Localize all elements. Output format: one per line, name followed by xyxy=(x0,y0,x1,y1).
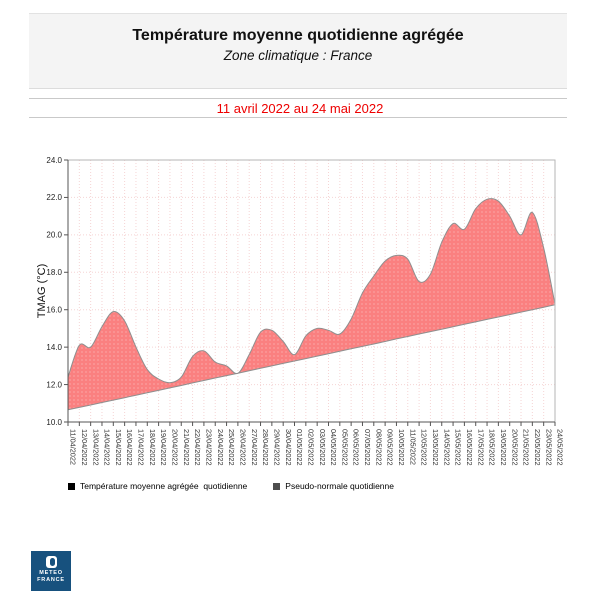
date-range-label: 11 avril 2022 au 24 mai 2022 xyxy=(216,101,384,116)
svg-text:22/05/2022: 22/05/2022 xyxy=(532,429,542,466)
svg-text:05/05/2022: 05/05/2022 xyxy=(340,429,350,466)
svg-text:16/04/2022: 16/04/2022 xyxy=(125,429,135,466)
legend-swatch-temperature xyxy=(68,483,75,490)
svg-text:24/05/2022: 24/05/2022 xyxy=(555,429,565,466)
logo-text-france: FRANCE xyxy=(37,576,65,583)
svg-text:11/04/2022: 11/04/2022 xyxy=(68,429,78,465)
svg-text:22.0: 22.0 xyxy=(46,193,62,203)
svg-text:04/05/2022: 04/05/2022 xyxy=(329,429,339,466)
svg-text:20/05/2022: 20/05/2022 xyxy=(510,429,520,466)
y-axis-title: TMAG (°C) xyxy=(36,263,48,319)
svg-text:03/05/2022: 03/05/2022 xyxy=(317,429,327,466)
svg-text:15/05/2022: 15/05/2022 xyxy=(453,429,463,466)
svg-text:13/04/2022: 13/04/2022 xyxy=(91,429,101,466)
svg-text:11/05/2022: 11/05/2022 xyxy=(408,429,418,465)
svg-text:21/05/2022: 21/05/2022 xyxy=(521,429,531,466)
svg-text:18/04/2022: 18/04/2022 xyxy=(147,429,157,466)
svg-text:30/04/2022: 30/04/2022 xyxy=(283,429,293,466)
svg-text:28/04/2022: 28/04/2022 xyxy=(261,429,271,466)
logo-text-meteo: METEO xyxy=(39,570,63,576)
svg-text:19/05/2022: 19/05/2022 xyxy=(499,429,508,466)
svg-text:19/04/2022: 19/04/2022 xyxy=(159,429,169,466)
y-axis-value-labels xyxy=(46,156,62,427)
svg-text:20/04/2022: 20/04/2022 xyxy=(170,429,180,466)
svg-text:18/05/2022: 18/05/2022 xyxy=(487,429,497,466)
svg-text:23/05/2022: 23/05/2022 xyxy=(544,429,554,466)
svg-text:22/04/2022: 22/04/2022 xyxy=(193,429,203,466)
svg-text:02/05/2022: 02/05/2022 xyxy=(306,429,316,466)
legend-swatch-pseudo-normale xyxy=(273,483,280,490)
svg-text:12.0: 12.0 xyxy=(46,380,62,390)
meteo-france-logo-icon xyxy=(46,556,57,568)
legend-label-pseudo-normale: Pseudo-normale quotidienne xyxy=(285,481,394,491)
legend-item-pseudo-normale xyxy=(273,481,394,491)
divider-line-top xyxy=(29,98,567,99)
chart-subtitle: Zone climatique : France xyxy=(223,48,373,63)
svg-text:08/05/2022: 08/05/2022 xyxy=(374,429,384,466)
x-axis-date-labels xyxy=(69,429,565,466)
svg-text:17/05/2022: 17/05/2022 xyxy=(476,429,486,466)
divider-line-bottom xyxy=(29,117,567,118)
svg-text:24.0: 24.0 xyxy=(46,155,62,165)
svg-text:12/05/2022: 12/05/2022 xyxy=(419,429,429,466)
svg-text:15/04/2022: 15/04/2022 xyxy=(113,429,123,466)
svg-text:25/04/2022: 25/04/2022 xyxy=(227,429,237,466)
svg-text:27/04/2022: 27/04/2022 xyxy=(249,429,259,466)
meteo-france-logo xyxy=(31,551,71,591)
svg-text:20.0: 20.0 xyxy=(46,230,62,240)
legend-item-temperature xyxy=(68,481,247,491)
svg-text:29/04/2022: 29/04/2022 xyxy=(272,429,282,466)
svg-text:16.0: 16.0 xyxy=(46,305,62,315)
svg-text:12/04/2022: 12/04/2022 xyxy=(79,429,89,466)
legend-label-temperature: Température moyenne agrégée quotidienne xyxy=(80,481,248,491)
svg-text:18.0: 18.0 xyxy=(46,268,62,278)
chart-legend xyxy=(68,481,394,491)
svg-text:13/05/2022: 13/05/2022 xyxy=(431,429,440,466)
chart-area-series xyxy=(68,199,555,410)
svg-text:26/04/2022: 26/04/2022 xyxy=(238,429,248,466)
svg-text:23/04/2022: 23/04/2022 xyxy=(204,429,214,466)
svg-text:14.0: 14.0 xyxy=(46,342,62,352)
chart-header xyxy=(29,13,567,89)
svg-text:21/04/2022: 21/04/2022 xyxy=(181,429,191,466)
svg-text:17/04/2022: 17/04/2022 xyxy=(136,429,146,466)
svg-text:24/04/2022: 24/04/2022 xyxy=(215,429,225,466)
svg-text:10.0: 10.0 xyxy=(46,417,62,427)
svg-text:01/05/2022: 01/05/2022 xyxy=(295,429,305,466)
svg-text:16/05/2022: 16/05/2022 xyxy=(465,429,474,466)
temperature-area-chart xyxy=(0,130,600,500)
svg-text:09/05/2022: 09/05/2022 xyxy=(385,429,395,466)
svg-text:10/05/2022: 10/05/2022 xyxy=(397,429,406,466)
svg-text:14/05/2022: 14/05/2022 xyxy=(442,429,452,466)
svg-text:14/04/2022: 14/04/2022 xyxy=(102,429,112,466)
svg-text:07/05/2022: 07/05/2022 xyxy=(363,429,373,466)
svg-text:06/05/2022: 06/05/2022 xyxy=(351,429,361,466)
chart-title: Température moyenne quotidienne agrégée xyxy=(132,27,464,44)
